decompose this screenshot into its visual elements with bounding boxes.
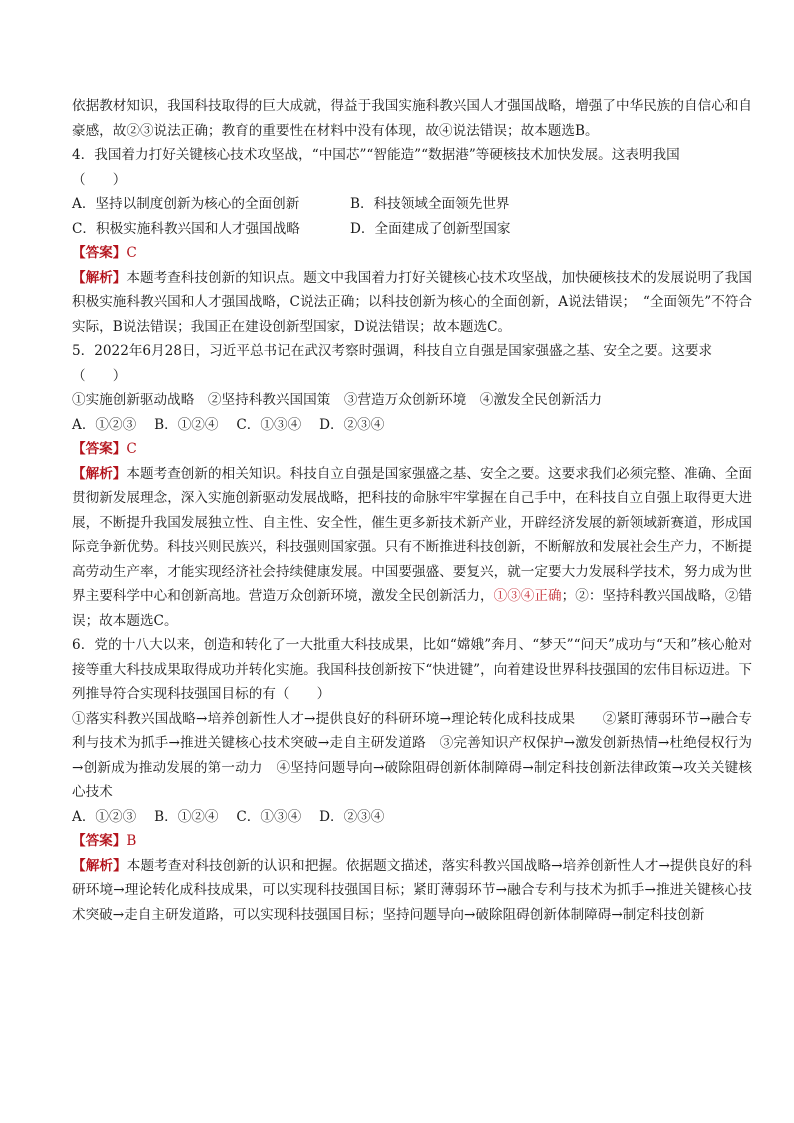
question-4-options [72,192,752,241]
analysis-text: 本题考查科技创新的知识点。题文中我国着力打好关键核心技术攻坚战，加快硬核技术的发展说明了我国积极实施科教兴国和人才强国战略，C说法正确；以科技创新为核心的全面创新，A说法错误； “全面领先”不符合实际，B说法错误；我国正在建设创新型国家，D说法错误；故本题选C。 [72,269,753,335]
answer-label: 【答案】 [72,833,127,849]
question-6-options: A．①②③ B．①②④ C．①③④ D．②③④ [72,808,385,825]
analysis-text: 本题考查对科技创新的认识和把握。依据题文描述，落实科教兴国战略→培养创新性人才→提供良好的科研环境→理论转化成科技成果，可以实现科技强国目标；紧盯薄弱环节→融合专利与技术为抓手→推进关键核心技术突破→走自主研发道路，可以实现科技强国目标；坚持问题导向→破除阻碍创新体制障碍→制定科技创新 [72,857,753,923]
question-4-answer [72,241,752,266]
document-body [72,94,752,927]
question-5-analysis [72,462,752,634]
analysis-label: 【解析】 [72,269,127,286]
option-b: B．科技领域全面领先世界 [350,196,510,212]
answer-label: 【答案】 [72,245,127,261]
option-a: A．坚持以制度创新为核心的全面创新 [72,196,300,212]
answer-value: B [126,833,137,849]
question-6-answer [72,829,752,854]
answer-value: C [126,441,137,457]
question-4-analysis [72,266,752,340]
question-5-options: A．①②③ B．①②④ C．①③④ D．②③④ [72,416,385,433]
question-5-stem: 5．2022年6月28日，习近平总书记在武汉考察时强调，科技自立自强是国家强盛之基、安全之要。这要求 [72,343,713,359]
analysis-label: 【解析】 [72,465,127,482]
analysis-highlight: ①③④正确 [493,588,562,604]
question-6-stem: 6．党的十八大以来，创造和转化了一大批重大科技成果，比如“嫦娥”奔月、“梦天”“问天”成功与“天和”核心舱对接等重大科技成果取得成功并转化实施。我国科技创新按下“快进键”，向着建设世界科技强国的宏伟目标迈进。下列推导符合实现科技强国目标的有（ ） [72,637,752,702]
question-5-answer [72,437,752,462]
previous-analysis-tail: 依据教材知识，我国科技取得的巨大成就，得益于我国实施科教兴国人才强国战略，增强了中华民族的自信心和自豪感，故②③说法正确；教育的重要性在材料中没有体现，故④说法错误；故本题选B。 [72,98,752,139]
question-6 [72,633,752,927]
question-4-stem: 4．我国着力打好关键核心技术攻坚战，“中国芯”“智能造”“数据港”等硬核技术加快发展。这表明我国 [72,147,680,163]
question-5 [72,339,752,633]
question-4 [72,143,752,339]
question-5-items: ①实施创新驱动战略 ②坚持科教兴国国策 ③营造万众创新环境 ④激发全民创新活力 [72,392,603,408]
question-4-blank: （ ） [72,171,127,188]
option-d: D．全面建成了创新型国家 [350,220,511,237]
question-5-blank: （ ） [72,367,127,384]
option-c: C．积极实施科教兴国和人才强国战略 [72,220,300,237]
answer-value: C [126,245,137,261]
analysis-label: 【解析】 [72,857,127,874]
analysis-text-tail: ；②：坚持科教兴国战略，②错误；故本题选C。 [72,588,753,629]
question-6-analysis [72,854,752,928]
analysis-text: 本题考查创新的相关知识。科技自立自强是国家强盛之基、安全之要。这要求我们必须完整、准确、全面贯彻新发展理念，深入实施创新驱动发展战略，把科技的命脉牢牢掌握在自己手中，在科技自立自强上取得更大进展，不断提升我国发展独立性、自主性、安全性，催生更多新技术新产业，开辟经济发展的新领域新赛道，形成国际竞争新优势。科技兴则民族兴，科技强则国家强。只有不断推进科技创新，不断解放和发展社会生产力，不断提高劳动生产率，才能实现经济社会持续健康发展。中国要强盛、要复兴，就一定要大力发展科学技术，努力成为世界主要科学中心和创新高地。营造万众创新环境，激发全民创新活力， [72,465,753,604]
question-6-items: ①落实科教兴国战略→培养创新性人才→提供良好的科研环境→理论转化成科技成果 ②紧盯薄弱环节→融合专利与技术为抓手→推进关键核心技术突破→走自主研发道路 ③完善知识产权保护→激发创新热情→杜绝侵权行为→创新成为推动发展的第一动力 ④坚持问题导向→破除阻碍创新体制障碍→制定科技创新法律政策→攻关关键核心技术 [72,710,752,800]
answer-label: 【答案】 [72,441,127,457]
